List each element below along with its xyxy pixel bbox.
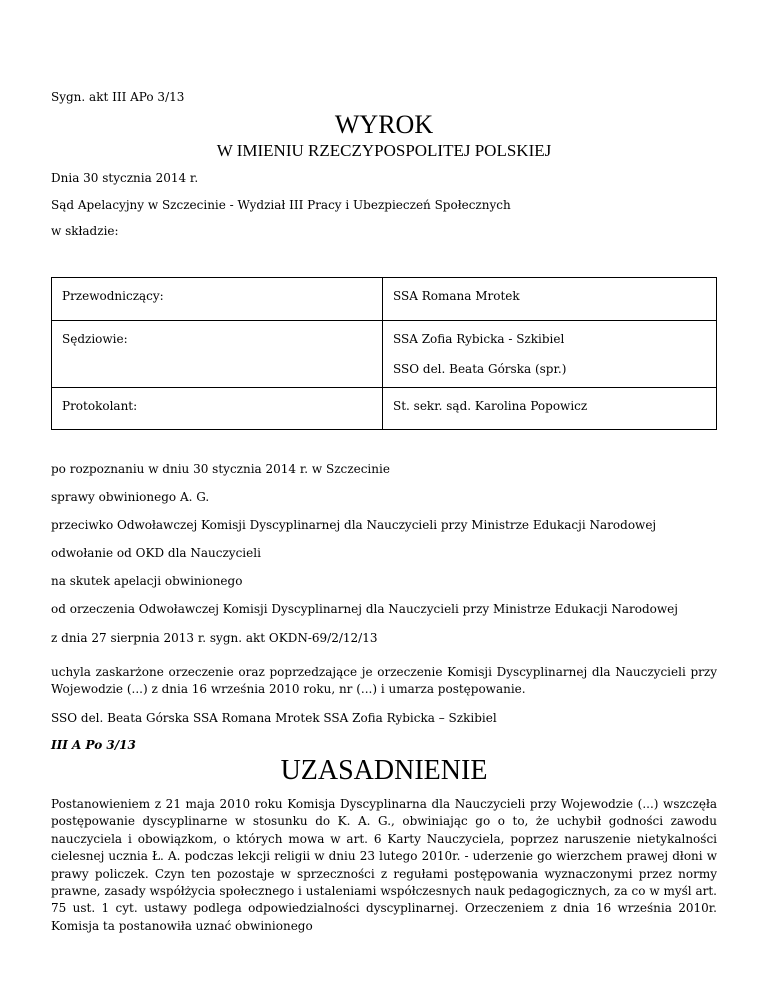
composition-label: w składzie: (51, 224, 119, 238)
table-row (52, 321, 717, 388)
judges-label: Sędziowie: (62, 332, 128, 346)
clerk-label: Protokolant: (62, 399, 138, 413)
judges-signatures: SSO del. Beata Górska SSA Romana Mrotek SSA Zofia Rybicka – Szkibiel (51, 711, 497, 725)
appeal-basis-line: na skutek apelacji obwinionego (51, 574, 243, 588)
clerk-value-cell (383, 388, 717, 430)
clerk-value: St. sekr. sąd. Karolina Popowicz (393, 399, 588, 413)
date-line: Dnia 30 stycznia 2014 r. (51, 171, 199, 185)
against-line: przeciwko Odwoławczej Komisji Dyscyplinarnej dla Nauczycieli przy Ministrze Edukacji Narodowej (51, 518, 657, 532)
justification-paragraph: Postanowieniem z 21 maja 2010 roku Komisja Dyscyplinarna dla Nauczycieli przy Wojewodzie (...) wszczęła postępowanie dyscyplinarne w stosunku do K. A. G., obwiniając go o to, że uchybił godności zawodu nauczyciela i obowiązkom, o których mowa w art. 6 Karty Nauczyciela, poprzez naruszenie nietykalności cielesnej ucznia Ł. A. podczas lekcji religii w dniu 23 lutego 2010r. - uderzenie go wierzchem prawej dłoni w prawy policzek. Czyn ten pozostaje w sprzeczności z regułami postępowania wyznaczonymi przez normy prawne, zasady współżycia społecznego i ustaleniami współczesnych nauk pedagogicznych, za co w myśl art. 75 ust. 1 cyt. ustawy podlega odpowiedzialności dyscyplinarnej. Orzeczeniem z dnia 16 września 2010r. Komisja ta postanowiła uznać obwinionego (51, 797, 717, 933)
verdict-subtitle: W IMIENIU RZECZYPOSPOLITEJ POLSKIEJ (216, 141, 552, 160)
table-row (52, 278, 717, 321)
judges-value-cell (383, 321, 717, 388)
judges-label-cell (52, 321, 383, 388)
case-party-line: sprawy obwinionego A. G. (51, 490, 210, 504)
chair-label: Przewodniczący: (62, 289, 164, 303)
court-name: Sąd Apelacyjny w Szczecinie - Wydział III Pracy i Ubezpieczeń Społecznych (51, 198, 511, 212)
hearing-line: po rozpoznaniu w dniu 30 stycznia 2014 r. w Szczecinie (51, 462, 390, 476)
chair-label-cell (52, 278, 383, 321)
ruling-date-line: z dnia 27 sierpnia 2013 r. sygn. akt OKDN-69/2/12/13 (51, 631, 378, 645)
case-reference: III A Po 3/13 (51, 738, 136, 752)
chair-value-cell (383, 278, 717, 321)
verdict-title: WYROK (334, 110, 434, 139)
chair-value: SSA Romana Mrotek (393, 289, 520, 303)
clerk-label-cell (52, 388, 383, 430)
table-row (52, 388, 717, 430)
bench-table (51, 277, 717, 430)
judge-2: SSO del. Beata Górska (spr.) (393, 362, 567, 376)
case-signature: Sygn. akt III APo 3/13 (51, 90, 185, 104)
judge-1: SSA Zofia Rybicka - Szkibiel (393, 332, 565, 346)
appeal-subject-line: odwołanie od OKD dla Nauczycieli (51, 546, 261, 560)
ruling-source-line: od orzeczenia Odwoławczej Komisji Dyscyplinarnej dla Nauczycieli przy Ministrze Edukacji Narodowej (51, 602, 678, 616)
justification-title: UZASADNIENIE (280, 755, 488, 786)
decision-paragraph: uchyla zaskarżone orzeczenie oraz poprzedzające je orzeczenie Komisji Dyscyplinarnej dla Nauczycieli przy Wojewodzie (...) z dnia 16 września 2010 roku, nr (...) i umarza postępowanie. (51, 665, 717, 697)
